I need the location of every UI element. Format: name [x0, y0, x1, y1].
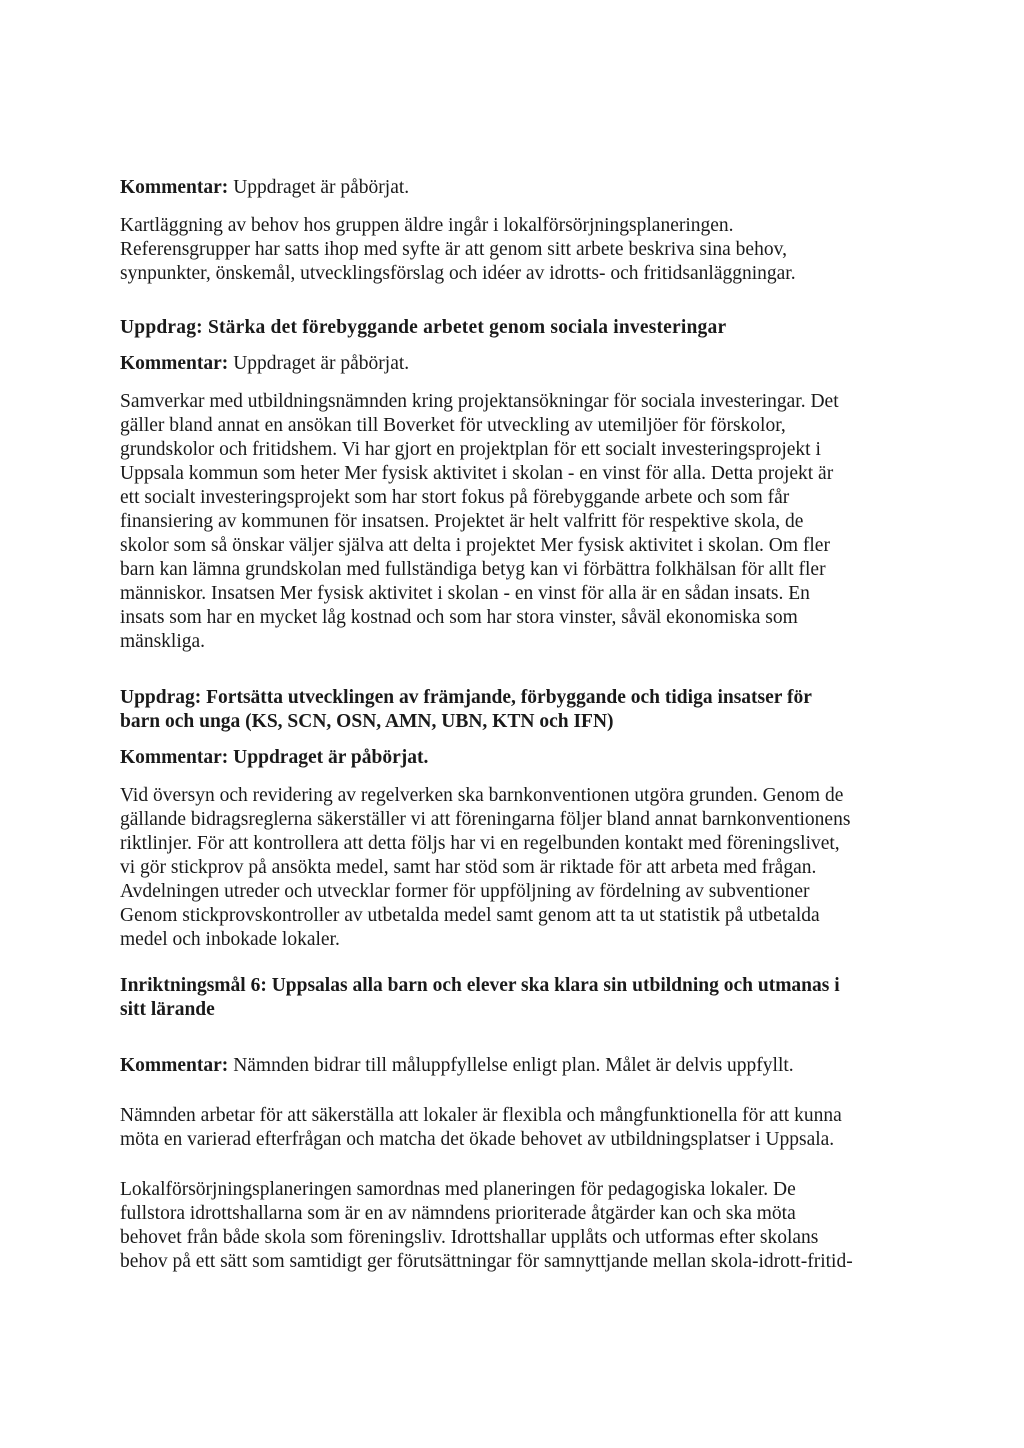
text-line: Samverkar med utbildningsnämnden kring projektansökningar för sociala investeringar. Det	[120, 391, 839, 412]
text-line: Kartläggning av behov hos gruppen äldre ingår i lokalförsörjningsplaneringen.	[120, 215, 734, 236]
heading-line: barn och unga (KS, SCN, OSN, AMN, UBN, KTN och IFN)	[120, 711, 614, 732]
text-line: finansiering av kommunen för insatsen. Projektet är helt valfritt för respektive skola, de	[120, 511, 804, 532]
comment-line	[120, 1054, 900, 1078]
text-line: vi gör stickprov på ansökta medel, samt har stöd som är riktade för att arbeta med frågan.	[120, 857, 817, 878]
comment-label: Kommentar:	[120, 1055, 229, 1076]
text-line: grundskolor och fritidshem. Vi har gjort en projektplan för ett socialt investeringsprojekt i	[120, 439, 821, 460]
text-line: barn kan lämna grundskolan med fullständiga betyg kan vi förbättra folkhälsan för allt fler	[120, 559, 826, 580]
text-line: riktlinjer. För att kontrollera att detta följs har vi en regelbunden kontakt med föreningslivet,	[120, 833, 840, 854]
heading-line: Uppdrag: Fortsätta utvecklingen av främjande, förbyggande och tidiga insatser för	[120, 687, 812, 708]
comment-label: Kommentar:	[120, 353, 229, 374]
text-line: Uppsala kommun som heter Mer fysisk aktivitet i skolan - en vinst för alla. Detta projekt är	[120, 463, 834, 484]
comment-text: Uppdraget är påbörjat.	[233, 353, 410, 374]
text-line: Lokalförsörjningsplaneringen samordnas med planeringen för pedagogiska lokaler. De	[120, 1179, 796, 1200]
section-heading	[120, 686, 900, 734]
paragraph	[120, 1104, 900, 1152]
text-line: gäller bland annat en ansökan till Boverket för utveckling av utemiljöer för förskolor,	[120, 415, 786, 436]
text-line: insats som har en mycket låg kostnad och som har stora vinster, såväl ekonomiska som	[120, 607, 798, 628]
text-line: Avdelningen utreder och utvecklar former för uppföljning av fördelning av subventioner	[120, 881, 810, 902]
text-line: människor. Insatsen Mer fysisk aktivitet i skolan - en vinst för alla är en sådan insats. En	[120, 583, 810, 604]
comment-text: Nämnden bidrar till måluppfyllelse enligt plan. Målet är delvis uppfyllt.	[233, 1055, 794, 1076]
paragraph	[120, 1178, 900, 1274]
text-line: skolor som så önskar väljer själva att delta i projektet Mer fysisk aktivitet i skolan. Om fler	[120, 535, 830, 556]
text-line: Genom stickprovskontroller av utbetalda medel samt genom att ta ut statistik på utbetalda	[120, 905, 820, 926]
comment-line	[120, 176, 900, 200]
paragraph	[120, 390, 900, 654]
paragraph	[120, 214, 900, 286]
heading-line: sitt lärande	[120, 999, 215, 1020]
text-line: Referensgrupper har satts ihop med syfte är att genom sitt arbete beskriva sina behov,	[120, 239, 787, 260]
text-line: behovet från både skola som föreningsliv. Idrottshallar upplåts och utformas efter skolans	[120, 1227, 819, 1248]
section-heading: Uppdrag: Stärka det förebyggande arbetet genom sociala investeringar	[120, 317, 727, 338]
text-line: medel och inbokade lokaler.	[120, 929, 340, 950]
comment-line: Kommentar: Uppdraget är påbörjat.	[120, 747, 429, 768]
text-line: behov på ett sätt som samtidigt ger förutsättningar för samnyttjande mellan skola-idrott-fritid-	[120, 1251, 853, 1272]
text-line: mänskliga.	[120, 631, 206, 652]
text-line: fullstora idrottshallarna som är en av nämndens prioriterade åtgärder kan och ska möta	[120, 1203, 796, 1224]
text-line: ett socialt investeringsprojekt som har stort fokus på förebyggande arbete och som får	[120, 487, 790, 508]
text-line: möta en varierad efterfrågan och matcha det ökade behovet av utbildningsplatser i Uppsala.	[120, 1129, 835, 1150]
heading-line: Inriktningsmål 6: Uppsalas alla barn och elever ska klara sin utbildning och utmanas i	[120, 975, 840, 996]
comment-text: Uppdraget är påbörjat.	[233, 177, 410, 198]
comment-label: Kommentar:	[120, 177, 229, 198]
text-line: synpunkter, önskemål, utvecklingsförslag och idéer av idrotts- och fritidsanläggningar.	[120, 263, 796, 284]
document-page	[120, 176, 900, 1274]
text-line: gällande bidragsreglerna säkerställer vi att föreningarna följer bland annat barnkonventionens	[120, 809, 851, 830]
paragraph	[120, 784, 900, 952]
text-line: Vid översyn och revidering av regelverken ska barnkonventionen utgöra grunden. Genom de	[120, 785, 844, 806]
comment-line	[120, 352, 900, 376]
text-line: Nämnden arbetar för att säkerställa att lokaler är flexibla och mångfunktionella för att kunna	[120, 1105, 842, 1126]
section-heading	[120, 974, 900, 1022]
